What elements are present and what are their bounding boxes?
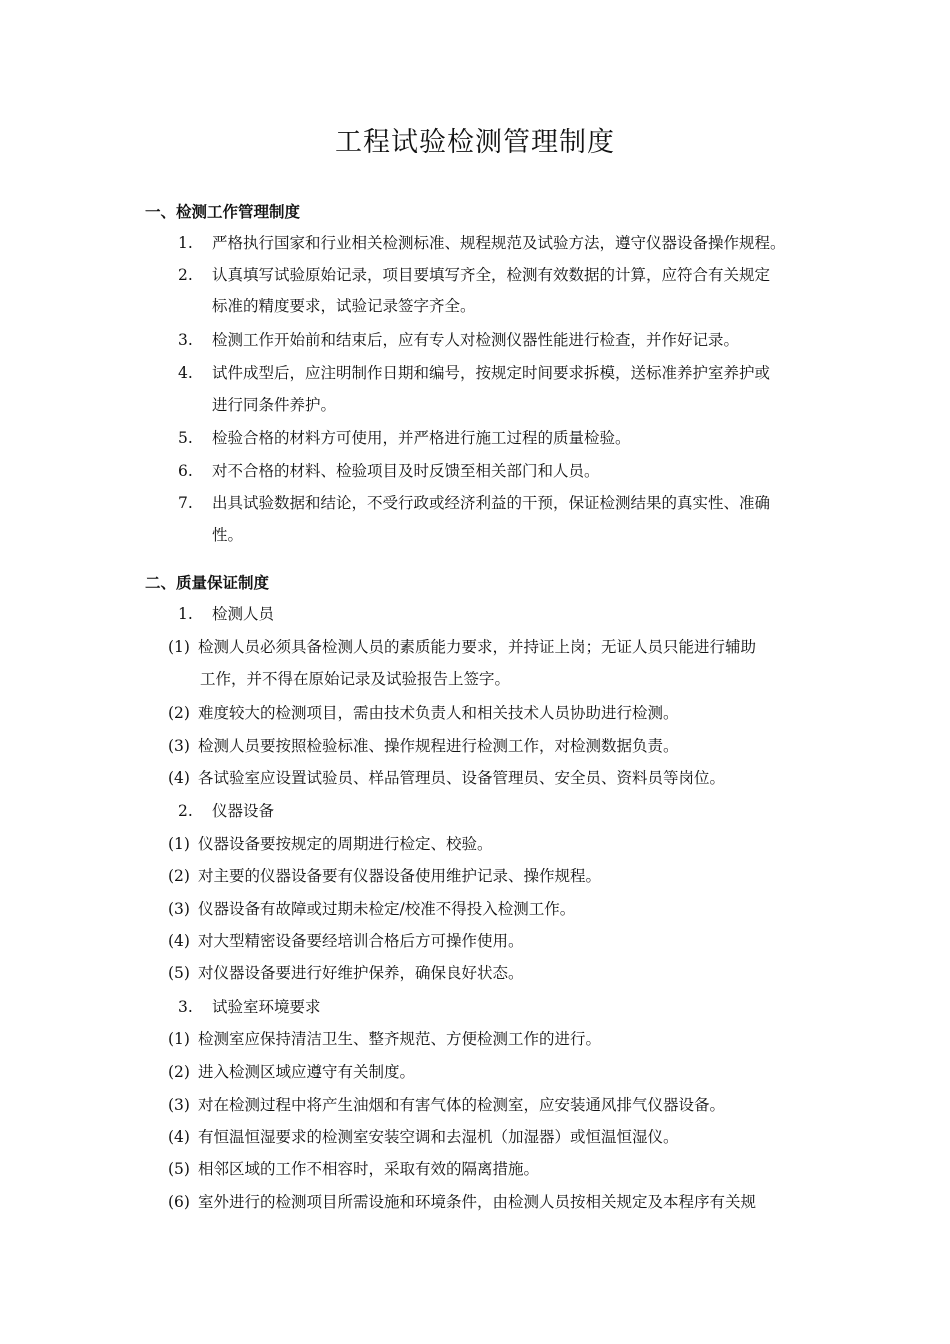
- list-item-number: 2.: [178, 266, 193, 284]
- list-item-text: 检测室应保持清洁卫生、整齐规范、方便检测工作的进行。: [198, 1030, 602, 1048]
- list-item-number: (3): [168, 1096, 190, 1114]
- list-item-text: 室外进行的检测项目所需设施和环境条件，由检测人员按相关规定及本程序有关规: [198, 1193, 757, 1211]
- list-item-text: 检验合格的材料方可使用，并严格进行施工过程的质量检验。: [212, 429, 631, 447]
- list-item-number: (1): [168, 1030, 190, 1048]
- list-item-text: 检测工作开始前和结束后，应有专人对检测仪器性能进行检查，并作好记录。: [212, 331, 740, 349]
- list-item-text: 检测人员要按照检验标准、操作规程进行检测工作，对检测数据负责。: [198, 737, 679, 755]
- list-item-text: 严格执行国家和行业相关检测标准、规程规范及试验方法，遵守仪器设备操作规程。: [212, 234, 786, 252]
- list-item-text: 工作，并不得在原始记录及试验报告上签字。: [200, 670, 511, 688]
- list-item-text: 性。: [212, 526, 244, 544]
- list-item-number: 6.: [178, 462, 193, 480]
- list-item-text: 仪器设备要按规定的周期进行检定、校验。: [198, 835, 493, 853]
- list-item-number: (5): [168, 1160, 190, 1178]
- list-item-number: (4): [168, 1128, 190, 1146]
- list-item-text: 对大型精密设备要经培训合格后方可操作使用。: [198, 932, 524, 950]
- list-item-number: (4): [168, 769, 190, 787]
- list-item-number: 5.: [178, 429, 193, 447]
- list-item-text: 对主要的仪器设备要有仪器设备使用维护记录、操作规程。: [198, 867, 602, 885]
- subsection-number: 3.: [178, 998, 193, 1016]
- list-item-text: 对仪器设备要进行好维护保养，确保良好状态。: [198, 964, 524, 982]
- list-item-text: 仪器设备有故障或过期未检定/校准不得投入检测工作。: [198, 900, 576, 918]
- list-item-number: 1.: [178, 234, 193, 252]
- list-item-text: 认真填写试验原始记录，项目要填写齐全，检测有效数据的计算，应符合有关规定: [212, 266, 771, 284]
- list-item-text: 检测人员必须具备检测人员的素质能力要求，并持证上岗；无证人员只能进行辅助: [198, 638, 757, 656]
- subsection-number: 1.: [178, 605, 193, 623]
- list-item-text: 出具试验数据和结论，不受行政或经济利益的干预，保证检测结果的真实性、准确: [212, 494, 771, 512]
- list-item-text: 对在检测过程中将产生油烟和有害气体的检测室，应安装通风排气仪器设备。: [198, 1096, 726, 1114]
- subsection-label: 检测人员: [212, 605, 275, 623]
- list-item-text: 标准的精度要求，试验记录签字齐全。: [212, 297, 476, 315]
- list-item-number: 3.: [178, 331, 193, 349]
- section-heading: 二、质量保证制度: [145, 574, 270, 592]
- list-item-text: 试件成型后，应注明制作日期和编号，按规定时间要求拆模，送标准养护室养护或: [212, 364, 771, 382]
- subsection-label: 仪器设备: [212, 802, 275, 820]
- list-item-text: 有恒温恒湿要求的检测室安装空调和去湿机（加湿器）或恒温恒湿仪。: [198, 1128, 679, 1146]
- list-item-number: 7.: [178, 494, 193, 512]
- list-item-number: (2): [168, 704, 190, 722]
- list-item-number: (5): [168, 964, 190, 982]
- list-item-text: 进行同条件养护。: [212, 396, 337, 414]
- list-item-text: 各试验室应设置试验员、样品管理员、设备管理员、安全员、资料员等岗位。: [198, 769, 726, 787]
- list-item-text: 进入检测区域应遵守有关制度。: [198, 1063, 416, 1081]
- page-title: 工程试验检测管理制度: [335, 127, 615, 158]
- list-item-number: 4.: [178, 364, 193, 382]
- list-item-number: (4): [168, 932, 190, 950]
- list-item-number: (2): [168, 1063, 190, 1081]
- subsection-number: 2.: [178, 802, 193, 820]
- list-item-text: 对不合格的材料、检验项目及时反馈至相关部门和人员。: [212, 462, 600, 480]
- section-heading: 一、检测工作管理制度: [145, 203, 301, 221]
- list-item-text: 难度较大的检测项目，需由技术负责人和相关技术人员协助进行检测。: [198, 704, 679, 722]
- list-item-number: (3): [168, 900, 190, 918]
- list-item-number: (1): [168, 638, 190, 656]
- list-item-number: (1): [168, 835, 190, 853]
- list-item-text: 相邻区域的工作不相容时，采取有效的隔离措施。: [198, 1160, 540, 1178]
- list-item-number: (3): [168, 737, 190, 755]
- list-item-number: (2): [168, 867, 190, 885]
- subsection-label: 试验室环境要求: [212, 998, 321, 1016]
- list-item-number: (6): [168, 1193, 190, 1211]
